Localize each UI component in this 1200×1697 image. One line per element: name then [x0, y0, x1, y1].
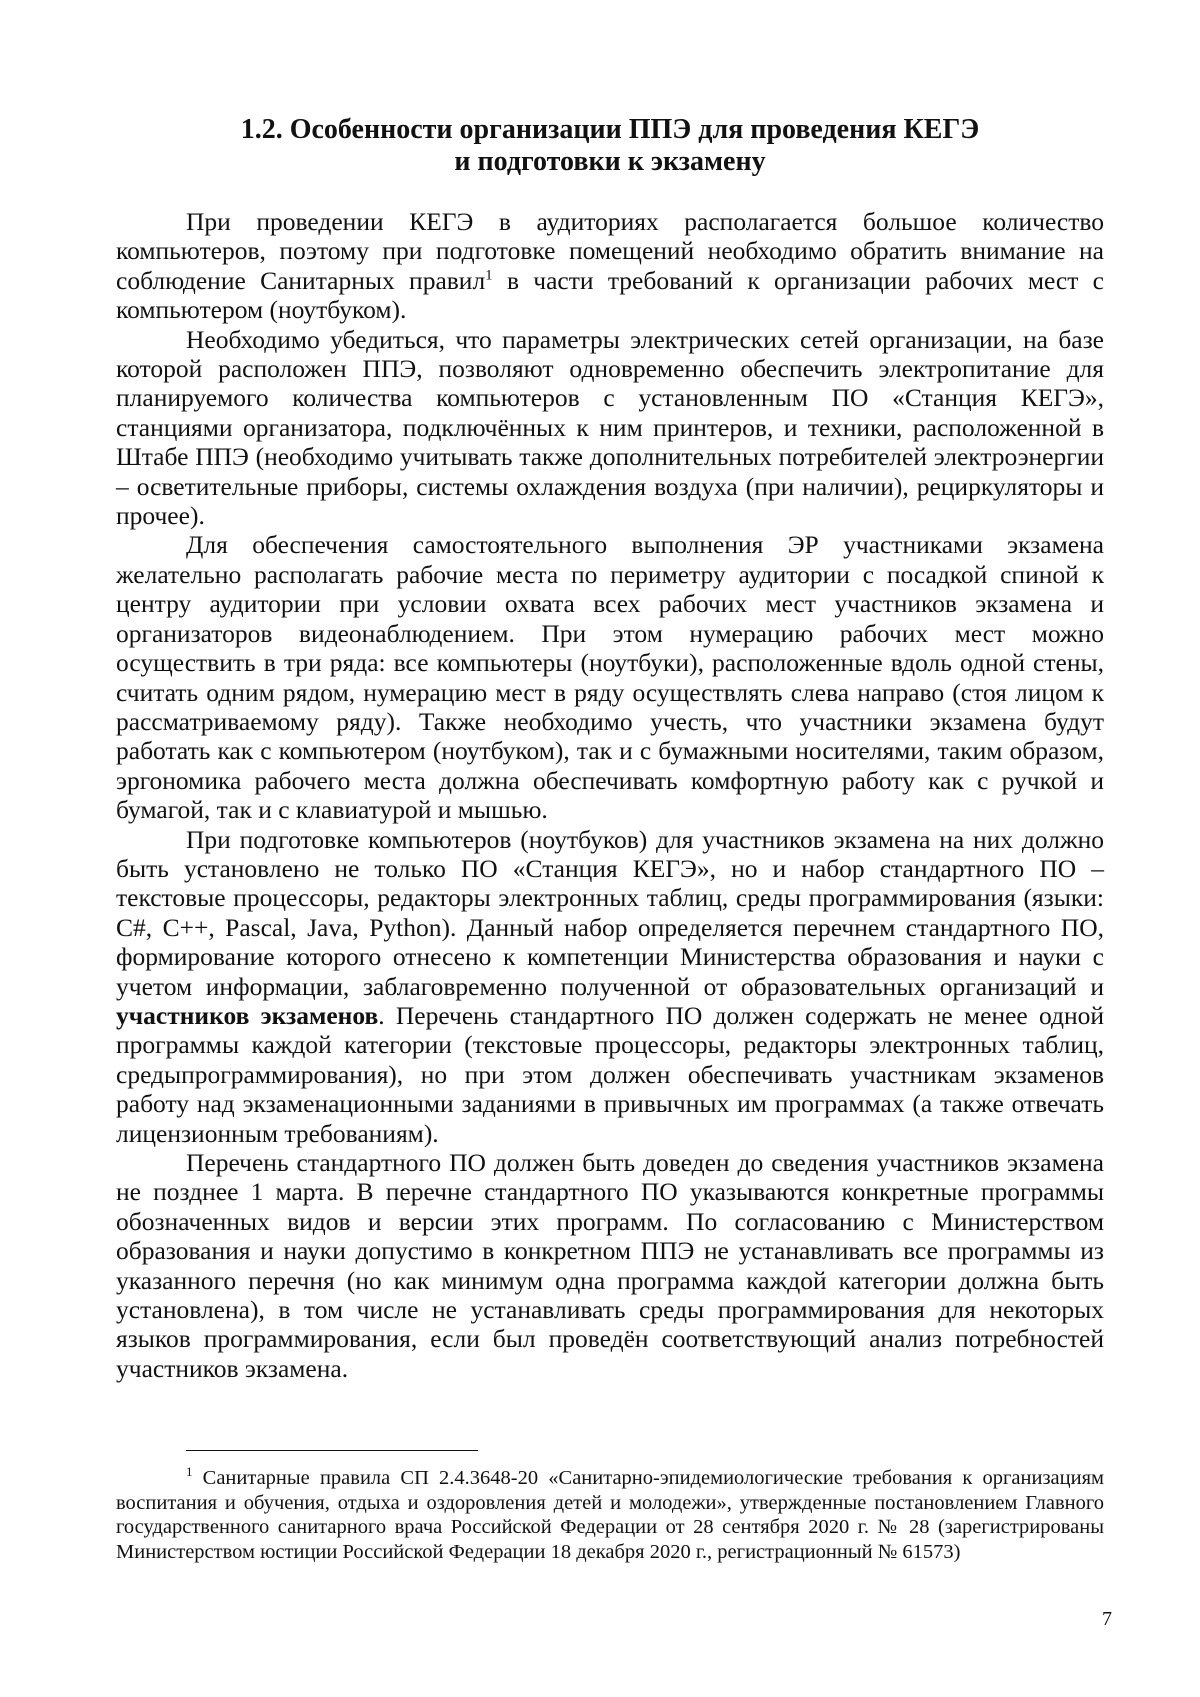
paragraph-4: [116, 825, 1104, 1148]
footnote: [116, 1466, 1104, 1564]
paragraph-3: Для обеспечения самостоятельного выполнения ЭР участниками экзамена желательно располагать рабочие места по периметру аудитории с посадкой спиной к центру аудитории при условии охвата всех рабочих мест участников экзамена и организаторов видеонаблюдением. При этом нумерацию рабочих мест можно осуществить в три ряда: все компьютеры (ноутбуки), расположенные вдоль одной стены, считать одним рядом, нумерацию мест в ряду осуществлять слева направо (стоя лицом к рассматриваемому ряду). Также необходимо учесть, что участники экзамена будут работать как с компьютером (ноутбуком), так и с бумажными носителями, таким образом, эргономика рабочего места должна обеспечивать комфортную работу как с ручкой и бумагой, так и с клавиатурой и мышью.: [116, 530, 1104, 825]
footnote-reference[interactable]: 1: [485, 267, 493, 284]
paragraph-5: Перечень стандартного ПО должен быть доведен до сведения участников экзамена не позднее 1 марта. В перечне стандартного ПО указываются конкретные программы обозначенных видов и версии этих программ. По согласованию с Министерством образования и науки допустимо в конкретном ППЭ не устанавливать все программы из указанного перечня (но как минимум одна программа каждой категории должна быть установлена), в том числе не устанавливать среды программирования для некоторых языков программирования, если был проведён соответствующий анализ потребностей участников экзамена.: [116, 1148, 1104, 1383]
section-heading-line-2: и подготовки к экзамену: [454, 146, 766, 177]
section-heading-line-1: 1.2. Особенности организации ППЭ для проведения КЕГЭ: [240, 114, 980, 145]
paragraph-1: [116, 207, 1104, 325]
paragraph-2: Необходимо убедиться, что параметры электрических сетей организации, на базе которой расположен ППЭ, позволяют одновременно обеспечить электропитание для планируемого количества компьютеров с установленным ПО «Станция КЕГЭ», станциями организатора, подключённых к ним принтеров, и техники, расположенной в Штабе ППЭ (необходимо учитывать также дополнительных потребителей электроэнергии – осветительные приборы, системы охлаждения воздуха (при наличии), рециркуляторы и прочее).: [116, 324, 1104, 531]
paragraph-4-text-start: При подготовке компьютеров (ноутбуков) для участников экзамена на них должно быть установлено не только ПО «Станция КЕГЭ», но и набор стандартного ПО – текстовые процессоры, редакторы электронных таблиц, среды программирования (языки: C#, C++, Pascal, Java, Python). Данный набор определяется перечнем стандартного ПО, формирование которого отнесено к компетенции Министерства образования и науки с учетом информации, заблаговременно полученной от образовательных организаций и: [116, 824, 1104, 1001]
paragraph-1-text-start: При проведении КЕГЭ в аудиториях располагается большое количество компьютеров, поэтому при подготовке помещений необходимо обратить внимание на соблюдение Санитарных правил: [116, 207, 1104, 295]
footnote-text: Санитарные правила СП 2.4.3648-20 «Санитарно-эпидемиологические требования к организациям воспитания и обучения, отдыха и оздоровления детей и молодежи», утвержденные постановлением Главного государственного санитарного врача Российской Федерации от 28 сентября 2020 г. № 28 (зарегистрированы Министерством юстиции Российской Федерации 18 декабря 2020 г., регистрационный № 61573): [116, 1467, 1104, 1563]
paragraph-4-bold-phrase: участников экзаменов: [116, 1000, 379, 1030]
paragraph-4-text-end: . Перечень стандартного ПО должен содержать не менее одной программы каждой категории (текстовые процессоры, редакторы электронных таблиц, средыпрограммирования), но при этом должен обеспечивать участникам экзаменов работу над экзаменационными заданиями в привычных им программах (а также отвечать лицензионным требованиям).: [116, 1000, 1104, 1148]
page-number: 7: [1102, 1608, 1112, 1630]
footnote-marker: 1: [186, 1464, 193, 1480]
section-heading: [110, 114, 1110, 178]
paragraph-1-text-end: в части требований к организации рабочих мест с компьютером (ноутбуком).: [116, 265, 1104, 325]
footnote-separator: [186, 1450, 478, 1451]
body-text: [116, 207, 1104, 1383]
